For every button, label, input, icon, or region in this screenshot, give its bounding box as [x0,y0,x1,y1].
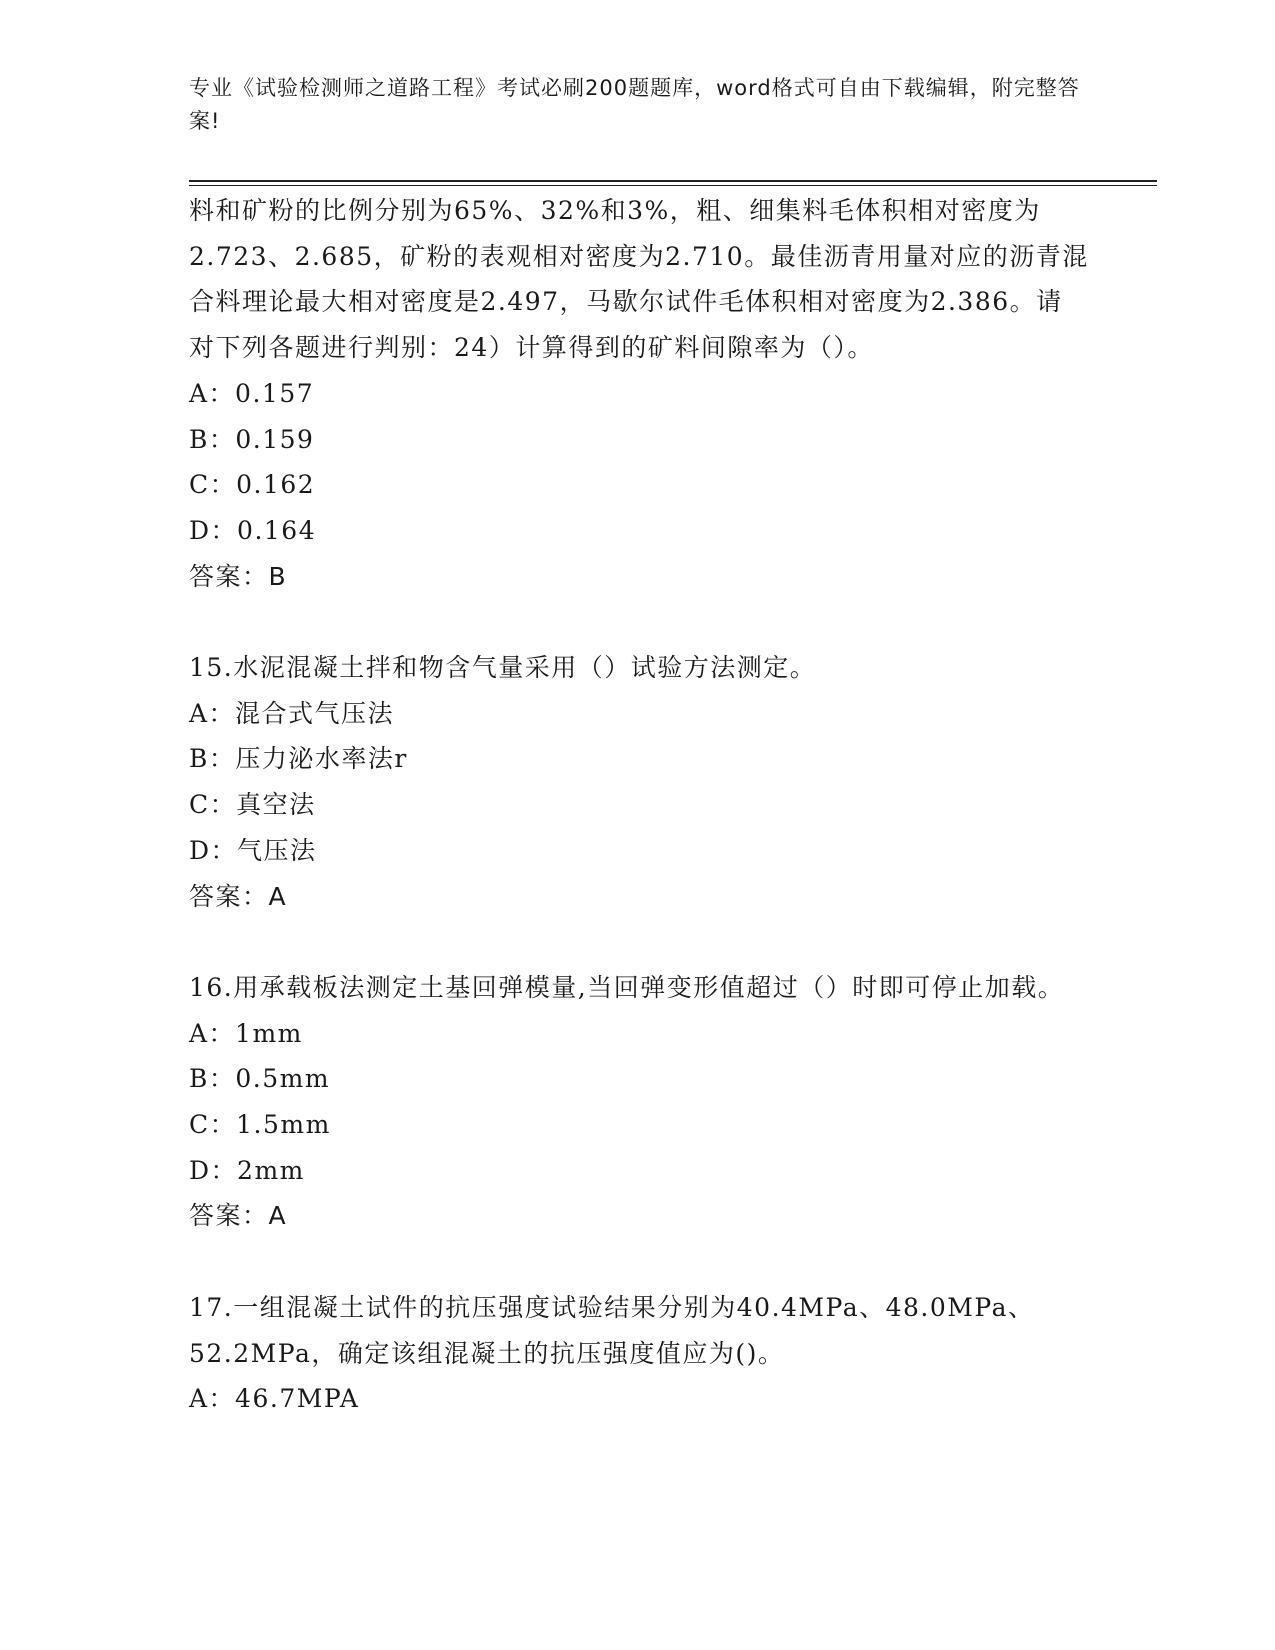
header-divider-thick [189,180,1157,182]
option-a: A：0.157 [189,378,315,408]
document-header: 专业《试验检测师之道路工程》考试必刷200题题库，word格式可自由下载编辑，附完整答案! [189,76,1080,133]
option-a: A：1mm [189,1018,303,1048]
option-a: A：混合式气压法 [189,698,395,728]
option-b: B：0.5mm [189,1064,331,1094]
answer-text: 答案：A [189,881,288,911]
answer-text: 答案：B [189,561,288,591]
question-block [189,965,1089,1239]
option-a: A：46.7MPA [189,1384,360,1414]
option-c: C：1.5mm [189,1110,331,1140]
option-c: C：真空法 [189,790,316,820]
option-c: C：0.162 [189,470,316,500]
header-divider-thin [189,185,1157,186]
question-block [189,645,1089,919]
option-d: D：0.164 [189,515,317,545]
question-block [189,188,1089,599]
question-text: 料和矿粉的比例分别为65%、32%和3%，粗、细集料毛体积相对密度为2.723、2.685，矿粉的表观相对密度为2.710。最佳沥青用量对应的沥青混合料理论最大相对密度是2.497，马歇尔试件毛体积相对密度为2.386。请对下列各题进行判别：24）计算得到的矿料间隙率为（）。 [189,196,1089,363]
question-list [189,188,1089,1422]
question-text: 15.水泥混凝土拌和物含气量采用（）试验方法测定。 [189,653,817,683]
option-b: B：压力泌水率法r [189,744,408,774]
question-text: 16.用承载板法测定土基回弹模量,当回弹变形值超过（）时即可停止加载。 [189,972,1065,1002]
option-d: D：气压法 [189,835,317,865]
option-b: B：0.159 [189,424,315,454]
answer-text: 答案：A [189,1201,288,1231]
option-d: D：2mm [189,1155,305,1185]
question-text: 17.一组混凝土试件的抗压强度试验结果分别为40.4MPa、48.0MPa、52.2MPa，确定该组混凝土的抗压强度值应为()。 [189,1292,1035,1368]
question-block [189,1285,1089,1422]
